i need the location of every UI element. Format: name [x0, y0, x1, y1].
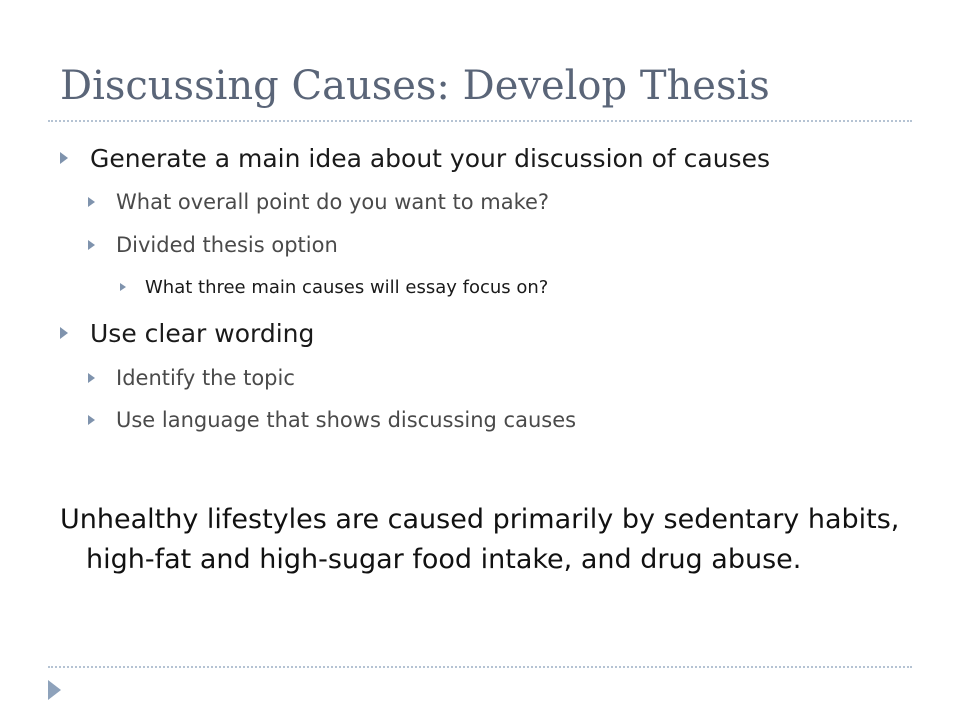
corner-triangle-icon — [48, 680, 61, 700]
slide-title: Discussing Causes: Develop Thesis — [60, 63, 770, 109]
bullet-item — [120, 274, 548, 300]
bullet-triangle-icon — [88, 373, 95, 383]
bullet-item — [60, 140, 770, 176]
footer-divider — [48, 666, 912, 668]
bullet-triangle-icon — [60, 152, 68, 164]
bullet-item — [88, 187, 549, 217]
bullet-triangle-icon — [120, 283, 126, 291]
bullet-text: Use clear wording — [90, 318, 315, 348]
thesis-statement: Unhealthy lifestyles are caused primarily by sedentary habits, high-fat and high-sugar food intake, and drug abuse. — [60, 504, 900, 575]
title-divider — [48, 120, 912, 122]
bullet-triangle-icon — [60, 327, 68, 339]
bullet-triangle-icon — [88, 415, 95, 425]
bullet-triangle-icon — [88, 240, 95, 250]
bullet-item — [88, 405, 576, 435]
bullet-triangle-icon — [88, 197, 95, 207]
bullet-item — [88, 230, 338, 260]
bullet-text: What three main causes will essay focus on? — [145, 276, 549, 298]
bullet-item — [60, 315, 314, 351]
bullet-text: Identify the topic — [116, 366, 295, 390]
bullet-text: Divided thesis option — [116, 233, 338, 257]
bullet-item — [88, 363, 295, 393]
bullet-text: Generate a main idea about your discussion of causes — [90, 143, 770, 173]
bullet-text: Use language that shows discussing causes — [116, 408, 577, 432]
bullet-text: What overall point do you want to make? — [116, 190, 550, 214]
